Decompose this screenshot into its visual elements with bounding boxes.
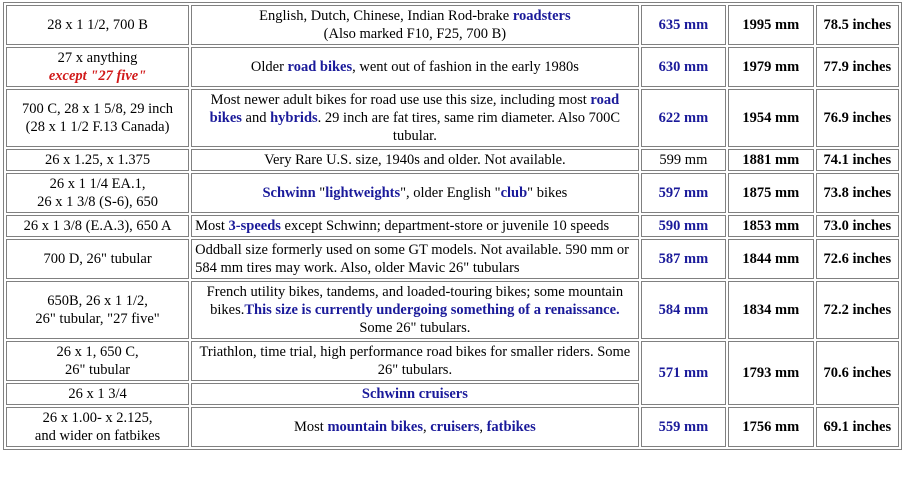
circumference-inches-cell: 72.6 inches xyxy=(816,239,899,279)
iso-diameter-cell: 599 mm xyxy=(641,149,726,171)
tire-size-text: 26 x 1 3/8 (S-6), 650 xyxy=(37,194,158,210)
tire-size-table-body xyxy=(6,5,899,447)
tire-size-exception: except "27 five" xyxy=(48,68,147,84)
table-row xyxy=(6,215,899,237)
circumference-mm-cell: 1844 mm xyxy=(728,239,813,279)
usage-text: Some 26" tubulars. xyxy=(359,320,471,336)
usage-link[interactable]: 3-speeds xyxy=(228,218,281,234)
circumference-inches-cell: 74.1 inches xyxy=(816,149,899,171)
circumference-inches-cell: 72.2 inches xyxy=(816,281,899,339)
usage-description-cell xyxy=(191,149,639,171)
iso-diameter-cell: 584 mm xyxy=(641,281,726,339)
tire-size-text: 26 x 1 3/8 (E.A.3), 650 A xyxy=(23,218,172,234)
tire-size-text: 650B, 26 x 1 1/2, xyxy=(47,293,148,309)
circumference-inches-cell: 73.0 inches xyxy=(816,215,899,237)
iso-diameter-cell: 559 mm xyxy=(641,407,726,447)
usage-text: , xyxy=(479,419,487,435)
usage-text: Oddball size formerly used on some GT models. Not available. 590 mm or 584 mm tires may work. Also, older Mavic 26" tubulars xyxy=(195,242,629,276)
usage-link[interactable]: hybrids xyxy=(270,110,318,126)
circumference-mm-cell: 1834 mm xyxy=(728,281,813,339)
usage-link[interactable]: fatbikes xyxy=(486,419,536,435)
tire-size-text: (28 x 1 1/2 F.13 Canada) xyxy=(25,119,170,135)
iso-diameter-cell: 635 mm xyxy=(641,5,726,45)
circumference-mm-cell: 1881 mm xyxy=(728,149,813,171)
usage-text: French utility bikes, tandems, and loaded-touring bikes; some mountain bikes. xyxy=(206,284,624,318)
tire-size-text: and wider on fatbikes xyxy=(34,428,161,444)
tire-size-text: 27 x anything xyxy=(57,50,138,66)
usage-link[interactable]: Schwinn xyxy=(262,185,316,201)
table-row xyxy=(6,5,899,45)
usage-link[interactable]: club xyxy=(500,185,528,201)
circumference-mm-cell: 1793 mm xyxy=(728,341,813,405)
usage-link[interactable]: road bikes xyxy=(287,59,353,75)
circumference-inches-cell: 73.8 inches xyxy=(816,173,899,213)
usage-link[interactable]: This size is currently undergoing something of a renaissance. xyxy=(244,302,620,318)
tire-size-text: 26 x 1 1/4 EA.1, xyxy=(49,176,146,192)
iso-diameter-cell: 587 mm xyxy=(641,239,726,279)
circumference-mm-cell: 1954 mm xyxy=(728,89,813,147)
usage-description-cell xyxy=(191,89,639,147)
tire-size-cell xyxy=(6,239,189,279)
circumference-mm-cell: 1979 mm xyxy=(728,47,813,87)
usage-text: English, Dutch, Chinese, Indian Rod-brake xyxy=(259,8,513,24)
usage-link[interactable]: lightweights xyxy=(325,185,401,201)
tire-size-cell xyxy=(6,5,189,45)
tire-size-text: 700 C, 28 x 1 5/8, 29 inch xyxy=(22,101,174,117)
tire-size-cell xyxy=(6,215,189,237)
usage-text: ", older English " xyxy=(400,185,501,201)
circumference-mm-cell: 1995 mm xyxy=(728,5,813,45)
usage-text: and xyxy=(241,110,271,126)
table-row xyxy=(6,281,899,339)
tire-size-cell xyxy=(6,47,189,87)
table-row xyxy=(6,89,899,147)
usage-description-cell xyxy=(191,281,639,339)
tire-size-table xyxy=(3,2,902,450)
usage-link[interactable]: roadsters xyxy=(512,8,571,24)
usage-text: Most xyxy=(294,419,328,435)
usage-description-cell xyxy=(191,5,639,45)
usage-link[interactable]: mountain bikes xyxy=(327,419,423,435)
usage-text: Most xyxy=(195,218,229,234)
usage-description-cell xyxy=(191,215,639,237)
usage-link[interactable]: road bikes xyxy=(209,92,620,126)
circumference-mm-cell: 1875 mm xyxy=(728,173,813,213)
usage-text: , went out of fashion in the early 1980s xyxy=(352,59,579,75)
circumference-inches-cell: 70.6 inches xyxy=(816,341,899,405)
circumference-inches-cell: 76.9 inches xyxy=(816,89,899,147)
table-row xyxy=(6,173,899,213)
usage-text: Most newer adult bikes for road use use this size, including most xyxy=(210,92,591,108)
tire-size-text: 26 x 1, 650 C, xyxy=(56,344,139,360)
iso-diameter-cell: 622 mm xyxy=(641,89,726,147)
iso-diameter-cell: 630 mm xyxy=(641,47,726,87)
circumference-mm-cell: 1853 mm xyxy=(728,215,813,237)
usage-text: " bikes xyxy=(527,185,568,201)
tire-size-cell xyxy=(6,89,189,147)
usage-text: Triathlon, time trial, high performance road bikes for smaller riders. Some 26" tubulars. xyxy=(199,344,631,378)
usage-text: " xyxy=(315,185,326,201)
tire-size-text: 26 x 1.25, x 1.375 xyxy=(44,152,151,168)
tire-size-cell xyxy=(6,281,189,339)
usage-description-cell xyxy=(191,407,639,447)
iso-diameter-cell: 590 mm xyxy=(641,215,726,237)
usage-description-cell xyxy=(191,173,639,213)
usage-description-cell xyxy=(191,239,639,279)
tire-size-cell xyxy=(6,173,189,213)
usage-description-cell xyxy=(191,47,639,87)
usage-link[interactable]: cruisers xyxy=(430,419,480,435)
tire-size-cell xyxy=(6,341,189,381)
circumference-inches-cell: 69.1 inches xyxy=(816,407,899,447)
tire-size-cell xyxy=(6,149,189,171)
iso-diameter-cell: 597 mm xyxy=(641,173,726,213)
usage-text: . 29 inch are fat tires, same rim diameter. Also 700C tubular. xyxy=(317,110,621,144)
tire-size-text: 26 x 1 3/4 xyxy=(68,386,127,402)
tire-size-cell xyxy=(6,383,189,405)
circumference-inches-cell: 77.9 inches xyxy=(816,47,899,87)
tire-size-text: 26" tubular, "27 five" xyxy=(35,311,160,327)
tire-size-text: 26 x 1.00- x 2.125, xyxy=(42,410,153,426)
tire-size-text: 28 x 1 1/2, 700 B xyxy=(47,17,148,33)
usage-description-cell xyxy=(191,383,639,405)
usage-link[interactable]: Schwinn cruisers xyxy=(361,386,468,402)
usage-text: , xyxy=(422,419,431,435)
table-row xyxy=(6,239,899,279)
usage-text: (Also marked F10, F25, 700 B) xyxy=(323,26,507,42)
usage-text: except Schwinn; department-store or juvenile 10 speeds xyxy=(280,218,610,234)
circumference-inches-cell: 78.5 inches xyxy=(816,5,899,45)
usage-description-cell xyxy=(191,341,639,381)
usage-text: Very Rare U.S. size, 1940s and older. Not available. xyxy=(264,152,566,168)
tire-size-cell xyxy=(6,407,189,447)
table-row xyxy=(6,149,899,171)
table-row xyxy=(6,341,899,381)
table-row xyxy=(6,407,899,447)
tire-size-text: 26" tubular xyxy=(64,362,131,378)
usage-text: Older xyxy=(250,59,288,75)
circumference-mm-cell: 1756 mm xyxy=(728,407,813,447)
iso-diameter-cell: 571 mm xyxy=(641,341,726,405)
tire-size-text: 700 D, 26" tubular xyxy=(43,251,152,267)
table-row xyxy=(6,47,899,87)
